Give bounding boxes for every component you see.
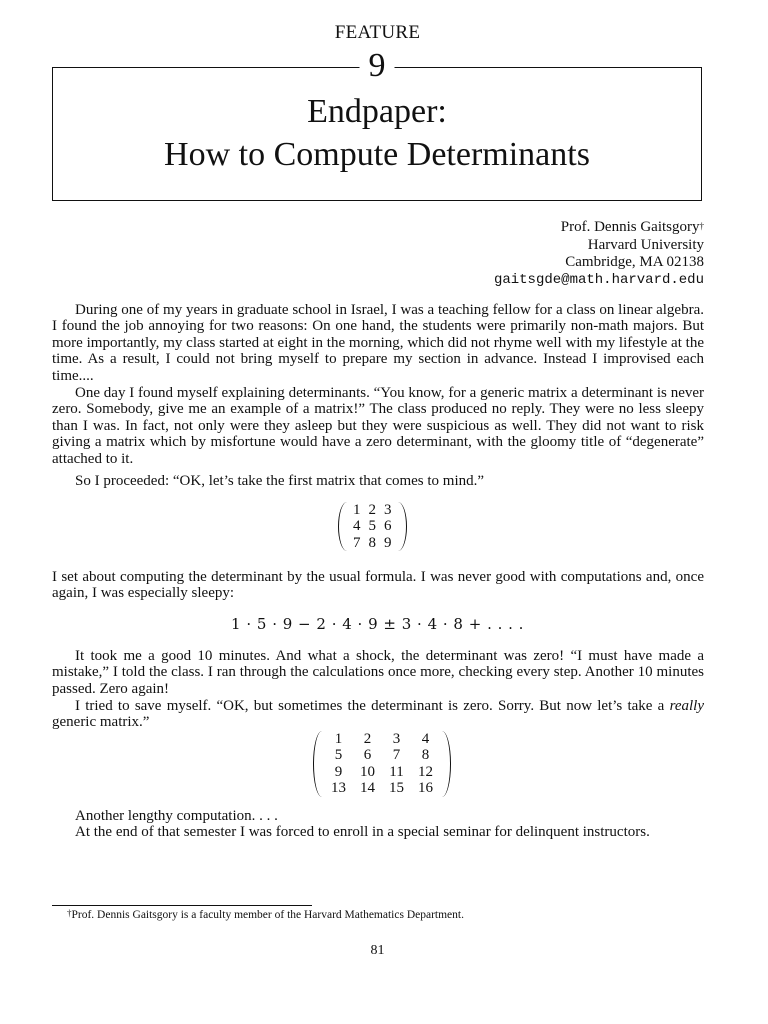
matrix-cell: 6 <box>363 747 372 764</box>
matrix-right-paren <box>398 502 407 551</box>
matrix-cell: 8 <box>368 534 376 551</box>
matrix-cell: 12 <box>418 763 433 780</box>
page-number: 81 <box>370 943 385 958</box>
matrix-cell: 8 <box>421 747 430 764</box>
matrix-cell: 4 <box>421 731 430 747</box>
author-affiliation: Harvard University <box>587 236 704 253</box>
matrix-cell: 3 <box>392 731 401 747</box>
title-box <box>52 47 702 201</box>
matrix-cell: 5 <box>334 747 343 764</box>
paragraph-5: It took me a good 10 minutes. And what a shock, the determinant was zero! “I must have made a mistake,” I told the class. I ran through the calculations once more, checking every step. Another 10 minutes passed. Zero again! <box>52 648 704 697</box>
paragraph-6-end: generic matrix.” <box>52 714 150 731</box>
author-name: Prof. Dennis Gaitsgory <box>560 219 700 235</box>
matrix-left-paren <box>313 731 322 797</box>
matrix-cell: 9 <box>334 763 343 780</box>
footnote-rule <box>52 905 312 906</box>
matrix-cell: 2 <box>363 731 372 747</box>
feature-label: FEATURE <box>334 22 421 43</box>
matrix-4x4 <box>313 731 451 797</box>
matrix-cell: 14 <box>360 780 375 797</box>
matrix-cell: 1 <box>334 731 343 747</box>
paragraph-6-start: I tried to save myself. “OK, but sometimes the determinant is zero. Sorry. But now let’s take a <box>75 698 670 714</box>
footnote <box>67 909 464 921</box>
footnote-text: Prof. Dennis Gaitsgory is a faculty member of the Harvard Mathematics Department. <box>71 909 464 921</box>
feature-number: 9 <box>360 46 395 86</box>
matrix-cell: 4 <box>353 518 361 535</box>
determinant-formula: 1 · 5 · 9 − 2 · 4 · 9 ± 3 · 4 · 8 + . . . . <box>231 615 524 633</box>
matrix-cell: 10 <box>360 763 375 780</box>
author-block <box>494 219 704 289</box>
matrix-cell: 9 <box>384 534 392 551</box>
paragraph-6-emphasis: really <box>669 698 704 714</box>
matrix-cell: 15 <box>389 780 404 797</box>
matrix-cell: 7 <box>353 534 361 551</box>
matrix-4x4-table <box>324 731 440 797</box>
matrix-3x3 <box>338 502 407 551</box>
matrix-cell: 7 <box>392 747 401 764</box>
matrix-cell: 6 <box>384 518 392 535</box>
matrix-left-paren <box>338 502 347 551</box>
title-line-2: How to Compute Determinants <box>164 136 590 173</box>
paragraph-8: At the end of that semester I was forced to enroll in a special seminar for delinquent instructors. <box>75 824 650 840</box>
matrix-cell: 5 <box>368 518 376 535</box>
author-location: Cambridge, MA 02138 <box>565 254 704 270</box>
author-footnote-mark: † <box>699 221 704 231</box>
footnote-mark: † <box>67 908 72 918</box>
paragraph-4: I set about computing the determinant by the usual formula. I was never good with computations and, once again, I was especially sleepy: <box>52 569 704 602</box>
matrix-cell: 16 <box>418 780 433 797</box>
matrix-3x3-table <box>349 502 396 551</box>
matrix-cell: 1 <box>353 502 361 518</box>
matrix-cell: 11 <box>389 763 404 780</box>
paragraph-7: Another lengthy computation. . . . <box>75 808 278 824</box>
paragraph-6 <box>52 698 704 731</box>
matrix-cell: 3 <box>384 502 392 518</box>
author-name-line <box>494 219 704 237</box>
author-email: gaitsgde@math.harvard.edu <box>493 271 704 288</box>
matrix-cell: 2 <box>368 502 376 518</box>
matrix-right-paren <box>442 731 451 797</box>
paragraph-2: One day I found myself explaining determinants. “You know, for a generic matrix a determinant is never zero. Somebody, give me an example of a matrix!” The class produced no reply. They were no less sleepy than I was. In fact, not only were they asleep but they were suspicious as well. They did not want to risk giving a matrix which by misfortune would have a zero determinant, with the gloomy title of “degenerate” attached to it. <box>52 385 704 467</box>
article-title <box>53 90 701 176</box>
paragraph-3: So I proceeded: “OK, let’s take the first matrix that comes to mind.” <box>75 473 485 489</box>
title-line-1: Endpaper: <box>307 93 447 130</box>
paragraph-1: During one of my years in graduate school in Israel, I was a teaching fellow for a class on linear algebra. I found the job annoying for two reasons: On one hand, the students were primarily non-math majors. But more importantly, my class started at eight in the morning, which did not rhyme well with my lifestyle at the time. As a result, I could not bring myself to prepare my section in advance. Instead I improvised each time.... <box>52 302 704 384</box>
matrix-cell: 13 <box>331 780 346 797</box>
